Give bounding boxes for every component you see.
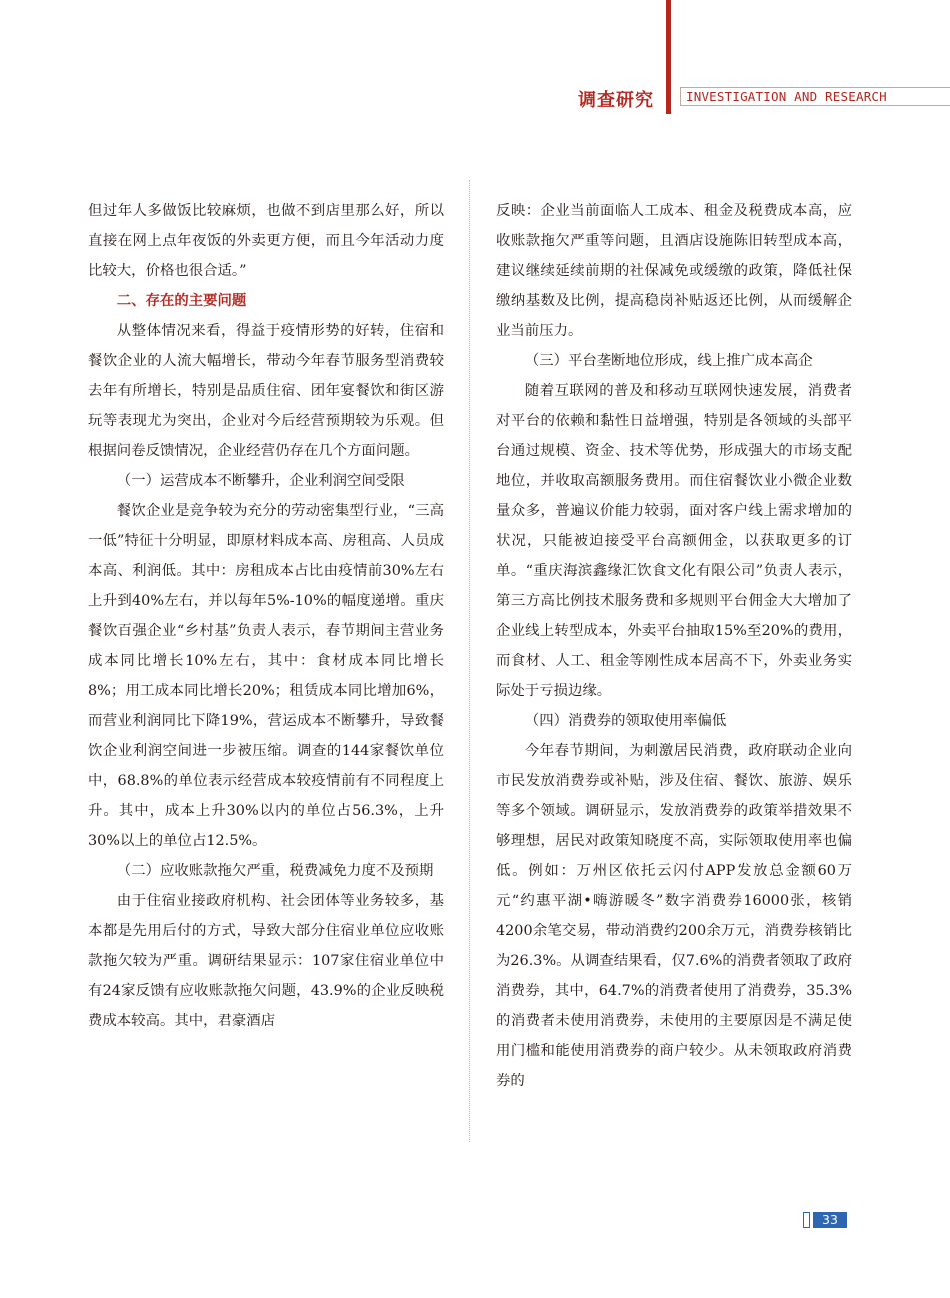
section-title: 调查研究 — [578, 90, 654, 111]
body-paragraph: 餐饮企业是竞争较为充分的劳动密集型行业，“三高一低”特征十分明显，即原材料成本高、房租高、人员成本高、利润低。其中：房租成本占比由疫情前30%左右上升到40%左右，并以每年5%-10%的幅度递增。重庆餐饮百强企业“乡村基”负责人表示，春节期间主营业务成本同比增长10%左右，其中：食材成本同比增长8%；用工成本同比增长20%；租赁成本同比增加6%，而营业利润同比下降19%，营运成本不断攀升，导致餐饮企业利润空间进一步被压缩。调查的144家餐饮单位中，68.8%的单位表示经营成本较疫情前有不同程度上升。其中，成本上升30%以内的单位占56.3%，上升30%以上的单位占12.5%。 — [88, 503, 444, 849]
subsection-heading: （四）消费券的领取使用率偏低 — [524, 713, 727, 729]
header-accent-bar — [666, 0, 671, 114]
body-paragraph: 从整体情况来看，得益于疫情形势的好转，住宿和餐饮企业的人流大幅增长，带动今年春节服务型消费较去年有所增长，特别是品质住宿、团年宴餐饮和街区游玩等表现尤为突出，企业对今后经营预期较为乐观。但根据问卷反馈情况，企业经营仍存在几个方面问题。 — [88, 323, 444, 459]
subsection-heading: （一）运营成本不断攀升，企业利润空间受限 — [116, 473, 405, 489]
right-column — [496, 196, 852, 1096]
column-divider — [469, 180, 470, 1142]
body-paragraph: 今年春节期间，为刺激居民消费，政府联动企业向市民发放消费券或补贴，涉及住宿、餐饮、旅游、娱乐等多个领域。调研显示，发放消费券的政策举措效果不够理想，居民对政策知晓度不高，实际领取使用率也偏低。例如：万州区依托云闪付APP发放总金额60万元“约惠平湖•嗨游暖冬”数字消费券16000张，核销4200余笔交易，带动消费约200余万元，消费券核销比为26.3%。从调查结果看，仅7.6%的消费者领取了政府消费券，其中，64.7%的消费者使用了消费券，35.3%的消费者未使用消费券，未使用的主要原因是不满足使用门槛和能使用消费券的商户较少。从未领取政府消费券的 — [496, 743, 852, 1089]
subsection-heading: （三）平台垄断地位形成，线上推广成本高企 — [524, 353, 813, 369]
page-number: 33 — [813, 1212, 847, 1228]
subsection-heading: （二）应收账款拖欠严重，税费减免力度不及预期 — [116, 863, 434, 879]
body-paragraph: 由于住宿业接政府机构、社会团体等业务较多，基本都是先用后付的方式，导致大部分住宿业单位应收账款拖欠较为严重。调研结果显示：107家住宿业单位中有24家反馈有应收账款拖欠问题，43.9%的企业反映税费成本较高。其中，君豪酒店 — [88, 893, 444, 1029]
page-number-marker — [803, 1212, 810, 1228]
body-paragraph: 反映：企业当前面临人工成本、租金及税费成本高，应收账款拖欠严重等问题，且酒店设施陈旧转型成本高，建议继续延续前期的社保减免或缓缴的政策，降低社保缴纳基数及比例，提高稳岗补贴返还比例，从而缓解企业当前压力。 — [496, 203, 852, 339]
left-column — [88, 196, 444, 1036]
section-heading: 二、存在的主要问题 — [116, 293, 247, 309]
body-paragraph: 但过年人多做饭比较麻烦，也做不到店里那么好，所以直接在网上点年夜饭的外卖更方便，而且今年活动力度比较大，价格也很合适。” — [88, 203, 444, 279]
body-paragraph: 随着互联网的普及和移动互联网快速发展，消费者对平台的依赖和黏性日益增强，特别是各领域的头部平台通过规模、资金、技术等优势，形成强大的市场支配地位，并收取高额服务费用。而住宿餐饮业小微企业数量众多，普遍议价能力较弱，面对客户线上需求增加的状况，只能被迫接受平台高额佣金，以获取更多的订单。“重庆海滨鑫缘汇饮食文化有限公司”负责人表示，第三方高比例技术服务费和多规则平台佣金大大增加了企业线上转型成本，外卖平台抽取15%至20%的费用，而食材、人工、租金等刚性成本居高不下，外卖业务实际处于亏损边缘。 — [496, 383, 852, 699]
section-title-en: INVESTIGATION AND RESEARCH — [686, 89, 887, 104]
